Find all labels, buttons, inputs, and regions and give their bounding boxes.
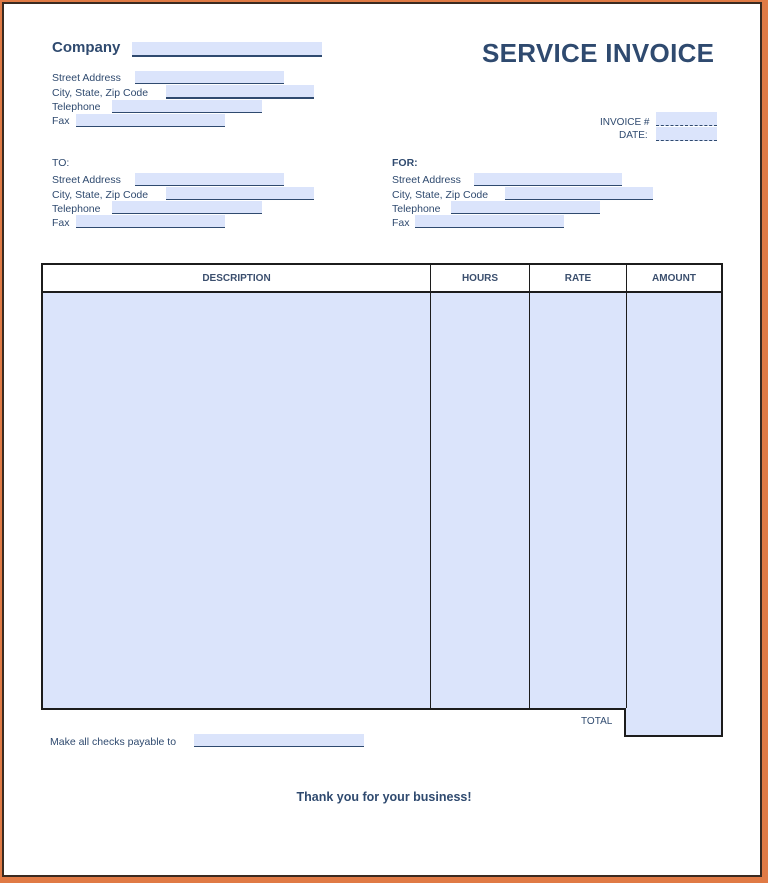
hours-column [430, 265, 529, 708]
sender-telephone-label: Telephone [52, 101, 101, 113]
payable-to-field[interactable] [194, 734, 364, 747]
sender-telephone-field[interactable] [112, 100, 262, 113]
amount-cells[interactable] [627, 293, 721, 708]
invoice-number-field[interactable] [656, 112, 717, 126]
hours-cells[interactable] [431, 293, 529, 708]
to-city-field[interactable] [166, 187, 314, 200]
for-telephone-label: Telephone [392, 203, 441, 215]
invoice-title: SERVICE INVOICE [482, 38, 715, 68]
to-telephone-label: Telephone [52, 203, 101, 215]
company-name-field[interactable] [132, 42, 322, 57]
for-fax-label: Fax [392, 217, 410, 229]
invoice-number-label: INVOICE # [600, 117, 650, 128]
to-fax-field[interactable] [76, 215, 225, 228]
sender-street-label: Street Address [52, 72, 121, 84]
to-city-label: City, State, Zip Code [52, 189, 149, 201]
date-field[interactable] [656, 127, 717, 141]
rate-header: RATE [530, 265, 626, 293]
total-field[interactable] [624, 708, 723, 737]
sender-fax-label: Fax [52, 115, 70, 127]
for-telephone-field[interactable] [451, 201, 600, 214]
description-column [43, 265, 430, 708]
date-label: DATE: [619, 130, 648, 141]
for-street-field[interactable] [474, 173, 622, 186]
hours-header: HOURS [431, 265, 529, 293]
for-city-label: City, State, Zip Code [392, 189, 489, 201]
to-heading: TO: [52, 157, 70, 169]
thank-you-message: Thank you for your business! [296, 790, 472, 804]
for-street-label: Street Address [392, 174, 461, 186]
company-label: Company [52, 39, 121, 56]
sender-street-field[interactable] [135, 71, 284, 84]
for-city-field[interactable] [505, 187, 653, 200]
to-street-field[interactable] [135, 173, 284, 186]
to-fax-label: Fax [52, 217, 70, 229]
total-label: TOTAL [581, 716, 613, 727]
to-telephone-field[interactable] [112, 201, 262, 214]
rate-cells[interactable] [530, 293, 626, 708]
payable-label: Make all checks payable to [50, 736, 177, 748]
amount-column [626, 265, 721, 708]
description-cells[interactable] [43, 293, 430, 708]
sender-city-field[interactable] [166, 85, 314, 99]
description-header: DESCRIPTION [43, 265, 430, 293]
to-street-label: Street Address [52, 174, 121, 186]
for-fax-field[interactable] [415, 215, 564, 228]
sender-fax-field[interactable] [76, 114, 225, 127]
for-heading: FOR: [392, 157, 418, 169]
amount-header: AMOUNT [627, 265, 721, 293]
sender-city-label: City, State, Zip Code [52, 87, 149, 99]
rate-column [529, 265, 626, 708]
line-items-table [41, 263, 723, 710]
